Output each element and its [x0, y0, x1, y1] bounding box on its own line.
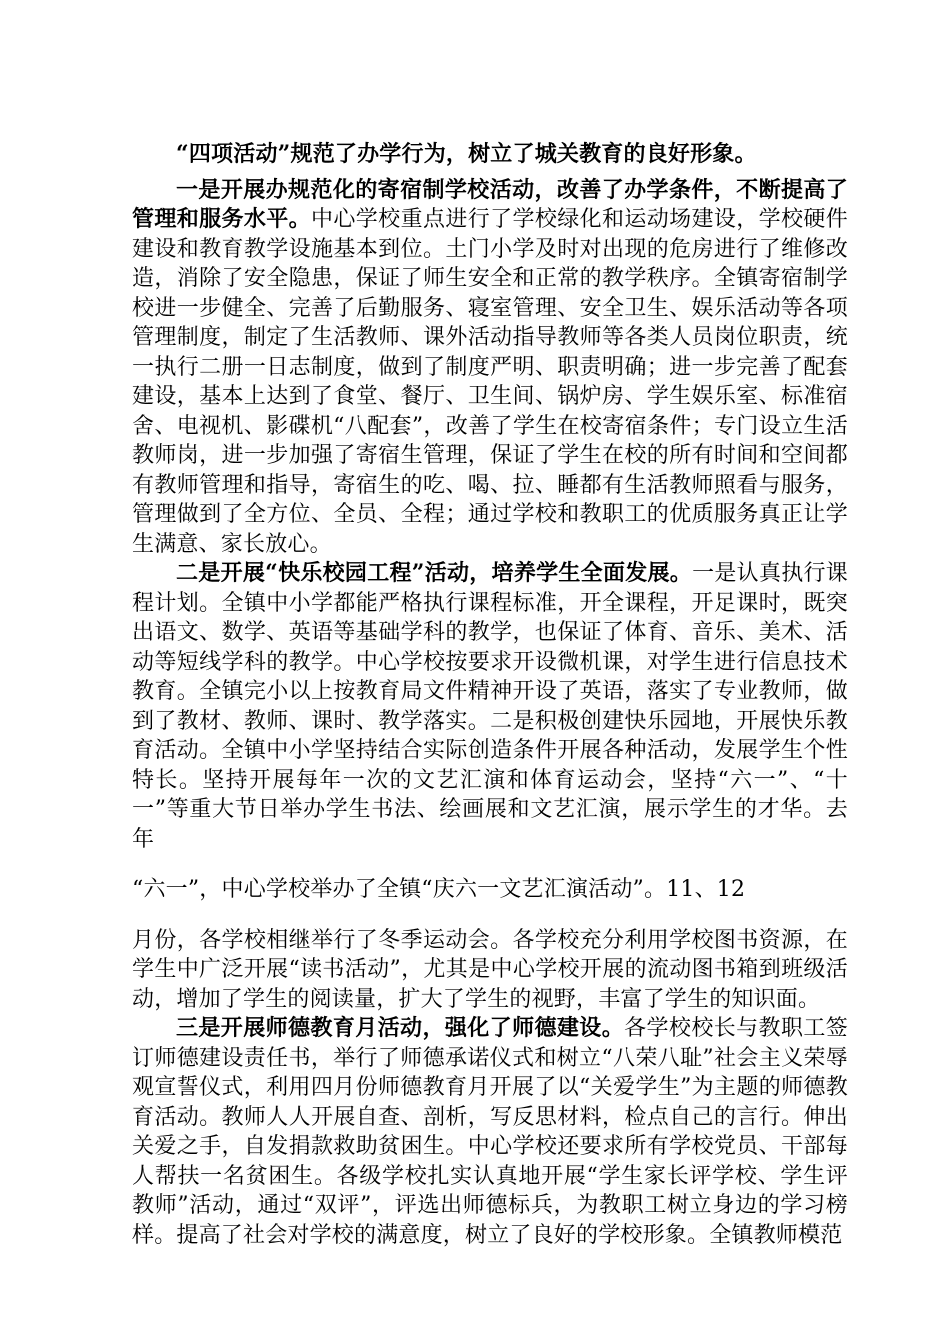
paragraph-boarding-school-heading: 一是开展办规范化的寄宿制学校活动，改善了办学条件，不断提高了管理和服务水平。 — [132, 176, 848, 232]
paragraph-happy-campus-line: “六一”，中心学校举办了全镇“庆六一文艺汇演活动”。11、12 — [132, 877, 746, 902]
paragraph-teacher-ethics-heading: 三是开展师德教育月活动，强化了师德建设。 — [176, 1015, 625, 1041]
paragraph-happy-campus — [132, 559, 848, 854]
lead-heading — [132, 140, 848, 170]
spacer — [132, 905, 848, 926]
spacer — [132, 854, 848, 875]
paragraph-happy-campus-text: 一是认真执行课程计划。全镇中小学都能严格执行课程标准，开全课程，开足课时，既突出语文、数学、英语等基础学科的教学，也保证了体育、音乐、美术、活动等短线学科的教学。中心学校按要求开设微机课，对学生进行信息技术教育。全镇完小以上按教育局文件精神开设了英语，落实了专业教师，做到了教材、教师、课时、教学落实。二是积极创建快乐园地，开展快乐教育活动。全镇中小学坚持结合实际创造条件开展各种活动，发展学生个性特长。坚持开展每年一次的文艺汇演和体育运动会，坚持“六一”、“十一”等重大节日举办学生书法、绘画展和文艺汇演，展示学生的才华。去年 — [132, 561, 848, 852]
paragraph-boarding-school-text: 中心学校重点进行了学校绿化和运动场建设，学校硬件建设和教育教学设施基本到位。土门小学及时对出现的危房进行了维修改造，消除了安全隐患，保证了师生安全和正常的教学秩序。全镇寄宿制学校进一步健全、完善了后勤服务、寝室管理、安全卫生、娱乐活动等各项管理制度，制定了生活教师、课外活动指导教师等各类人员岗位职责，统一执行二册一日志制度，做到了制度严明、职责明确；进一步完善了配套建设，基本上达到了食堂、餐厅、卫生间、锅炉房、学生娱乐室、标准宿舍、电视机、影碟机“八配套”，改善了学生在校寄宿条件；专门设立生活教师岗，进一步加强了寄宿生管理，保证了学生在校的所有时间和空间都有教师管理和指导，寄宿生的吃、喝、拉、睡都有生活教师照看与服务，管理做到了全方位、全员、全程；通过学校和教职工的优质服务真正让学生满意、家长放心。 — [132, 207, 848, 557]
lead-heading-text: “四项活动”规范了办学行为，树立了城关教育的良好形象。 — [176, 141, 757, 167]
paragraph-boarding-school — [132, 176, 848, 560]
paragraph-happy-campus-continued: 月份，各学校相继举行了冬季运动会。各学校充分利用学校图书资源，在学生中广泛开展“读书活动”，尤其是中心学校开展的流动图书箱到班级活动，增加了学生的阅读量，扩大了学生的视野，丰富了学生的知识面。 — [132, 927, 848, 1012]
paragraph-teacher-ethics-text: 各学校校长与教职工签订师德建设责任书，举行了师德承诺仪式和树立“八荣八耻”社会主义荣辱观宣誓仪式，利用四月份师德教育月开展了以“关爱学生”为主题的师德教育活动。教师人人开展自查、剖析，写反思材料，检点自己的言行。伸出关爱之手，自发捐款救助贫困生。中心学校还要求所有学校党员、干部每人帮扶一名贫困生。各级学校扎实认真地开展“学生家长评学校、学生评教师”活动，通过“双评”，评选出师德标兵，为教职工树立身边的学习榜样。提高了社会对学校的满意度，树立了良好的学校形象。全镇教师模范 — [132, 1016, 848, 1248]
document-body — [132, 140, 848, 1250]
paragraph-happy-campus-heading: 二是开展“快乐校园工程”活动，培养学生全面发展。 — [176, 560, 693, 586]
paragraph-teacher-ethics — [132, 1014, 848, 1250]
